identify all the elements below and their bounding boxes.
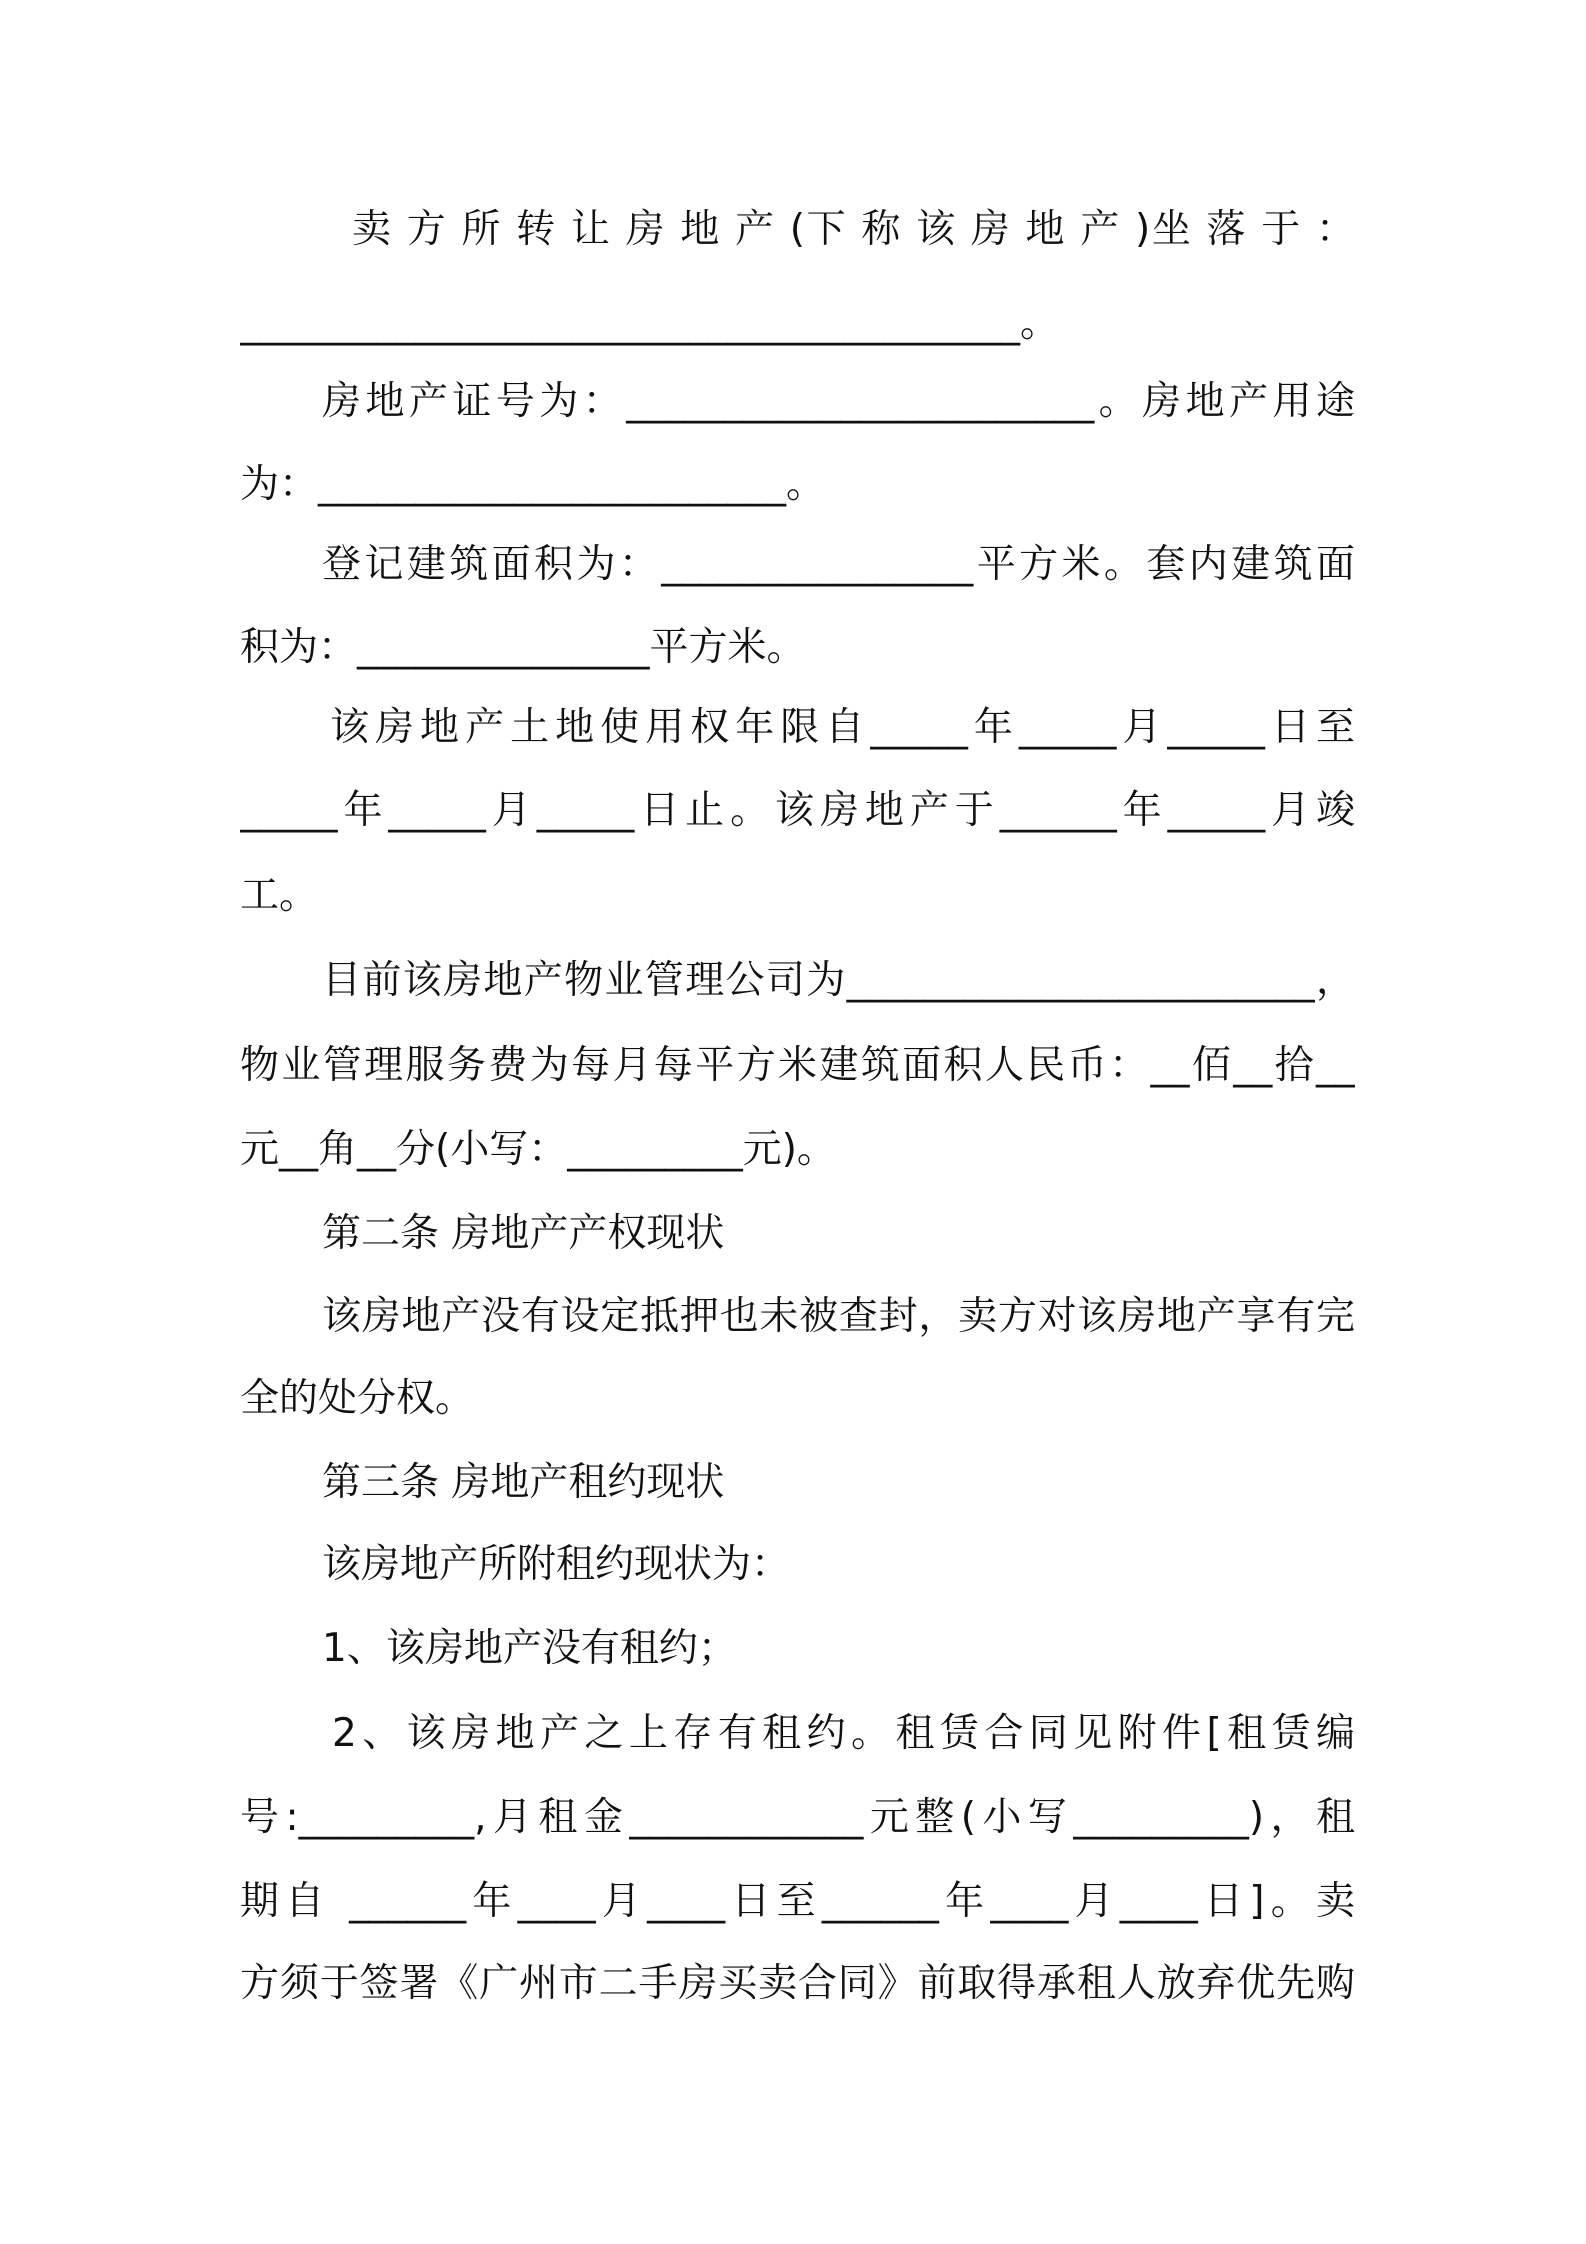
paragraph-location-line-2: ________________________________________。 xyxy=(240,301,1059,346)
paragraph-location-line-1: 卖 方 所 转 让 房 地 产 (下 称 该 房 地 产 )坐 落 于 ： xyxy=(352,207,1355,252)
paragraph-area-line-1: 登记建筑面积为：________________平方米。套内建筑面 xyxy=(322,542,1355,587)
section-heading-article-3: 第三条 房地产租约现状 xyxy=(322,1460,725,1505)
list-item-existing-lease-line-3: 期自 ______年____月____日至______年____月____日]。卖 xyxy=(240,1879,1355,1924)
paragraph-land-use-line-2: _____年_____月_____日止。该房地产于______年_____月竣 xyxy=(240,788,1355,833)
paragraph-lease-status-intro: 该房地产所附租约现状为： xyxy=(322,1542,791,1587)
paragraph-land-use-line-3: 工。 xyxy=(240,873,319,918)
paragraph-certificate-line-1: 房地产证号为：________________________。房地产用途 xyxy=(322,379,1355,424)
paragraph-property-management-line-1: 目前该房地产物业管理公司为________________________， xyxy=(322,958,1355,1003)
list-item-existing-lease-line-2: 号:_________,月租金____________元整(小写_________)，租 xyxy=(240,1795,1355,1840)
paragraph-title-status-line-2: 全的处分权。 xyxy=(240,1376,475,1421)
list-item-existing-lease-line-4: 方须于签署《广州市二手房买卖合同》前取得承租人放弃优先购 xyxy=(240,1961,1355,2006)
list-item-no-lease: 1、该房地产没有租约； xyxy=(322,1626,737,1671)
paragraph-property-management-line-3: 元__角__分(小写：_________元)。 xyxy=(240,1127,836,1172)
section-heading-article-2: 第二条 房地产产权现状 xyxy=(322,1211,725,1256)
paragraph-property-management-line-2: 物业管理服务费为每月每平方米建筑面积人民币：__佰__拾__ xyxy=(240,1043,1355,1088)
list-item-existing-lease-line-1: 2、该房地产之上存有租约。租赁合同见附件[租赁编 xyxy=(332,1711,1355,1756)
paragraph-land-use-line-1: 该房地产土地使用权年限自_____年_____月_____日至 xyxy=(330,705,1355,750)
paragraph-area-line-2: 积为：_______________平方米。 xyxy=(240,625,806,670)
paragraph-certificate-line-2: 为：________________________。 xyxy=(240,462,826,507)
paragraph-title-status-line-1: 该房地产没有设定抵押也未被查封，卖方对该房地产享有完 xyxy=(322,1294,1355,1339)
